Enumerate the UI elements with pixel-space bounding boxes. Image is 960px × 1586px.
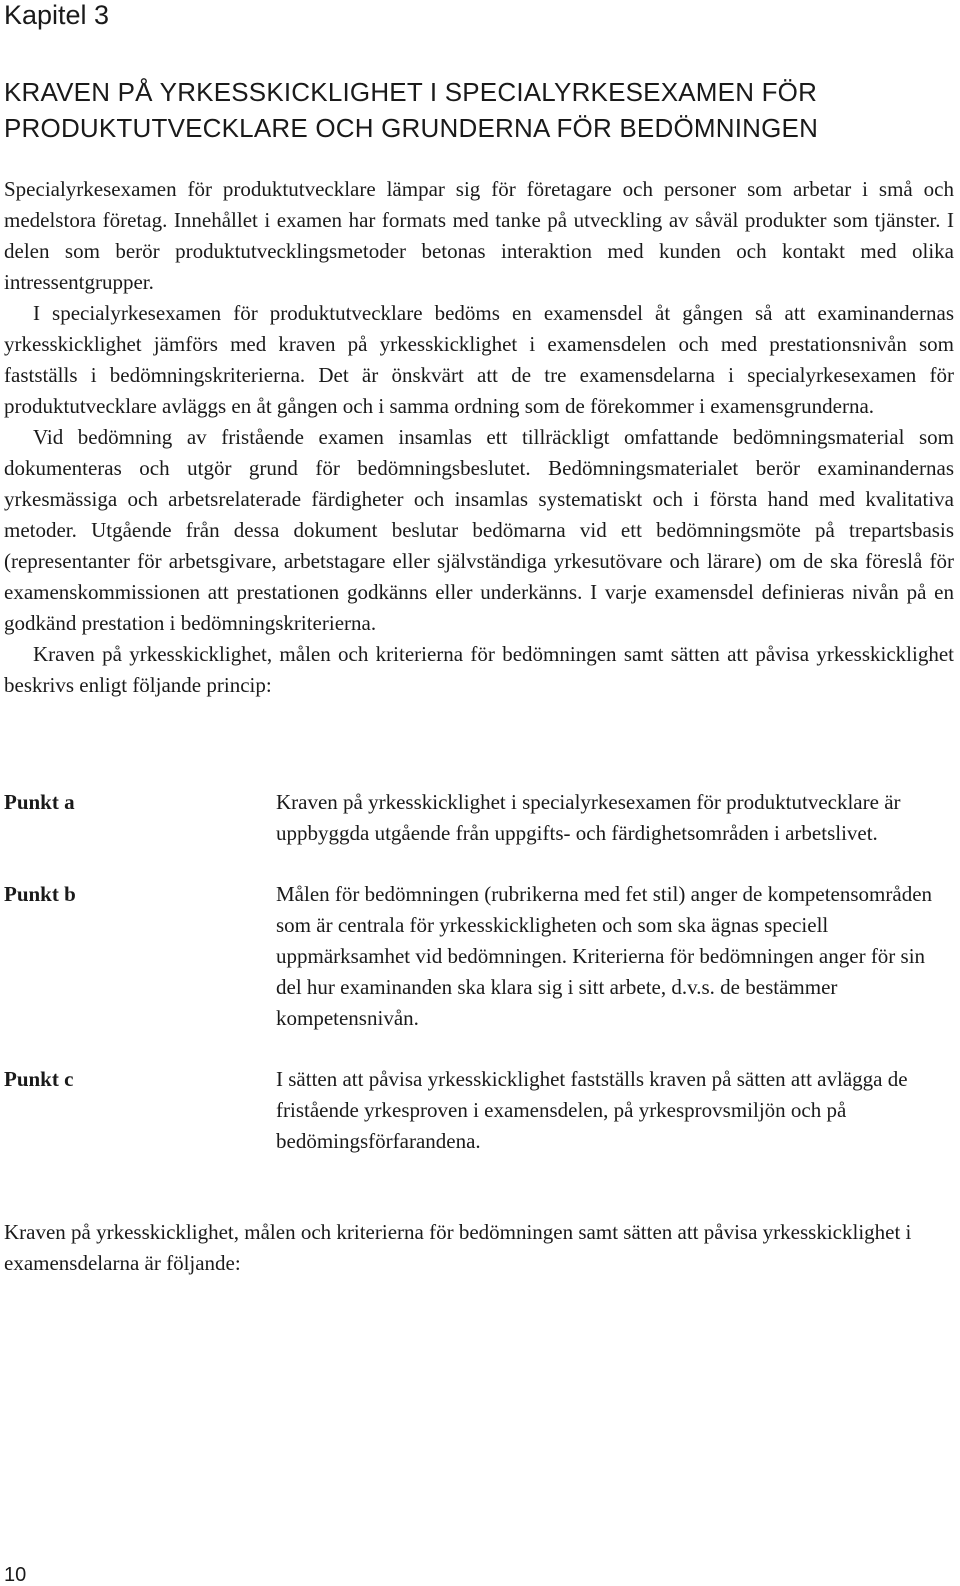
page-number: 10 [4,1564,27,1586]
paragraph-principle: Kraven på yrkesskicklighet, målen och kriterierna för bedömningen samt sätten att påvisa yrkesskicklighet beskrivs enligt följande princip: [4,642,954,697]
point-label: Punkt a [4,790,75,814]
section-title-line-1: KRAVEN PÅ YRKESSKICKLIGHET I SPECIALYRKESEXAMEN FÖR [4,77,818,107]
point-b [4,879,954,1034]
point-description: Kraven på yrkesskicklighet i specialyrkesexamen för produktutvecklare är uppbyggda utgående från uppgifts- och färdighetsområden i arbetslivet. [276,790,901,845]
closing-paragraph: Kraven på yrkesskicklighet, målen och kriterierna för bedömningen samt sätten att påvisa yrkesskicklighet i examensdelarna är följande: [4,1220,912,1275]
paragraph-assessment: I specialyrkesexamen för produktutvecklare bedöms en examensdel åt gången så att examinandernas yrkesskicklighet jämförs med kraven på yrkesskicklighet i examensdelen och med prestationsnivån som fastställs i bedömningskriterierna. Det är önskvärt att de tre examensdelarna i specialyrkesexamen för produktutvecklare avläggs en åt gången och i samma ordning som de förekommer i examensgrunderna. [4,301,954,418]
section-title [4,74,934,146]
point-a [4,787,954,849]
points-list [4,787,954,1187]
point-description: I sätten att påvisa yrkesskicklighet fastställs kraven på sätten att avlägga de fristående yrkesproven i examensdelen, på yrkesprovsmiljön och på bedömingsförfarandena. [276,1067,908,1153]
chapter-heading: Kapitel 3 [4,0,110,30]
point-c [4,1064,954,1157]
paragraph-material: Vid bedömning av fristående examen insamlas ett tillräckligt omfattande bedömningsmaterial som dokumenteras och utgör grund för bedömningsbeslutet. Bedömningsmaterialet berör examinandernas yrkesmässiga och arbetsrelaterade färdigheter och insamlas systematiskt och i första hand med kvalitativa metoder. Utgående från dessa dokument beslutar bedömarna vid ett bedömningsmöte på trepartsbasis (representanter för arbetsgivare, arbetstagare eller självständiga yrkesutövare och lärare) om de ska föreslå för examenskommissionen att prestationen godkänns eller underkänns. I varje examensdel definieras nivån på en godkänd prestation i bedömningskriterierna. [4,425,954,635]
paragraph-intro: Specialyrkesexamen för produktutvecklare lämpar sig för företagare och personer som arbetar i små och medelstora företag. Innehållet i examen har formats med tanke på utveckling av såväl produkter som tjänster. I delen som berör produktutvecklingsmetoder betonas interaktion med kunden och kontakt med olika intressentgrupper. [4,177,954,294]
point-description: Målen för bedömningen (rubrikerna med fet stil) anger de kompetensområden som är centrala för yrkesskickligheten och som ska ägnas speciell uppmärksamhet vid bedömningen. Kriterierna för bedömningen anger för sin del hur examinanden ska klara sig i sitt arbete, d.v.s. de bestämmer kompetensnivån. [276,882,933,1030]
body-text [4,174,954,701]
point-label: Punkt c [4,1067,74,1091]
point-label: Punkt b [4,882,76,906]
section-title-line-2: PRODUKTUTVECKLARE OCH GRUNDERNA FÖR BEDÖMNINGEN [4,113,819,143]
